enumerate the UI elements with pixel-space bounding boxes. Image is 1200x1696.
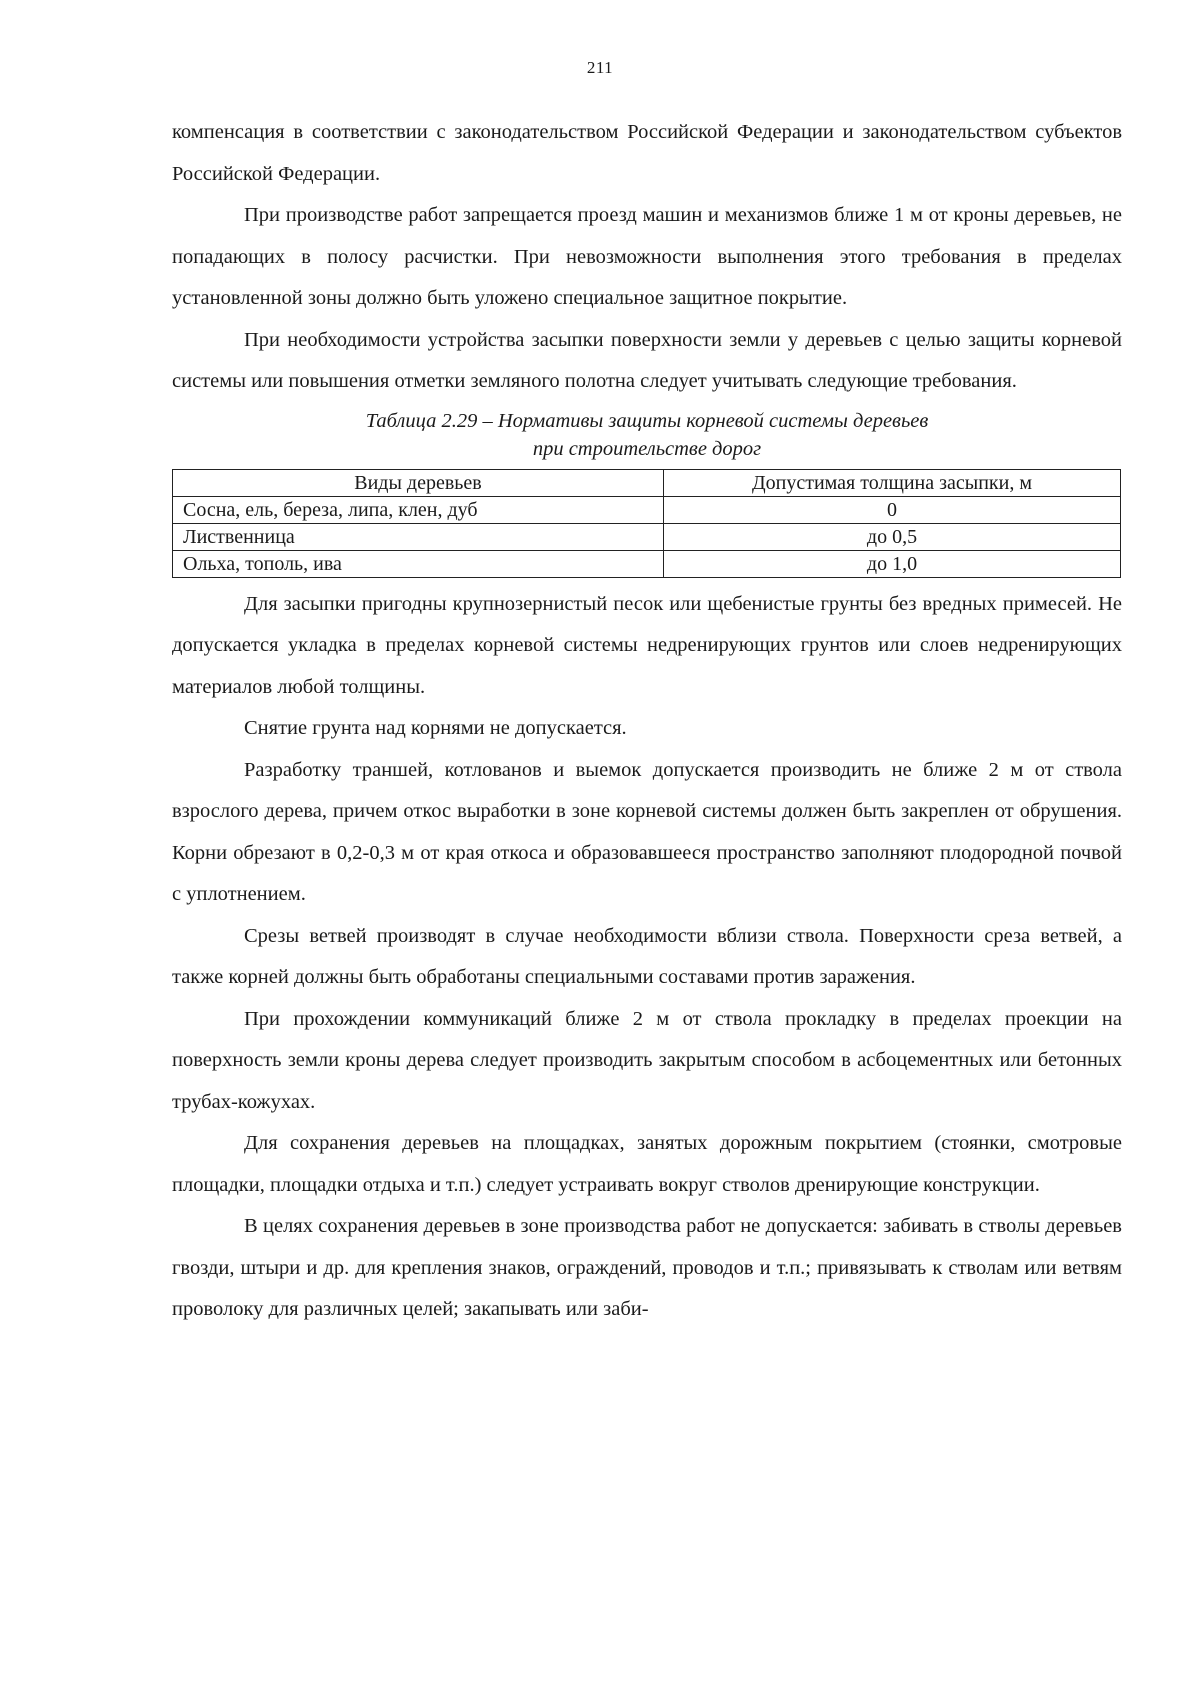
- paragraph: Разработку траншей, котлованов и выемок допускается производить не ближе 2 м от ствола взрослого дерева, причем откос выработки в зоне корневой системы должен быть закреплен от обрушения. Корни обрезают в 0,2-0,3 м от края откоса и образовавшееся пространство заполняют плодородной почвой с уплотнением.: [172, 758, 1122, 905]
- table-body: [173, 496, 1121, 577]
- table-caption-line-2: при строительстве дорог: [532, 437, 762, 460]
- table-row: [173, 523, 1121, 550]
- paragraph: При необходимости устройства засыпки поверхности земли у деревьев с целью защиты корневой системы или повышения отметки земляного полотна следует учитывать следующие требования.: [172, 328, 1122, 392]
- table-caption: [172, 407, 1122, 463]
- document-body: [172, 112, 1122, 1331]
- tree-type-cell: Лиственница: [173, 523, 664, 550]
- paragraph: Для засыпки пригодны крупнозернистый песок или щебенистые грунты без вредных примесей. Не допускается укладка в пределах корневой системы недренирующих грунтов или слоев недренирующих материалов любой толщины.: [172, 592, 1122, 698]
- paragraph: Снятие грунта над корнями не допускается.: [244, 717, 627, 739]
- paragraph: При прохождении коммуникаций ближе 2 м от ствола прокладку в пределах проекции на поверхность земли кроны дерева следует производить закрытым способом в асбоцементных или бетонных трубах-кожухах.: [172, 1007, 1122, 1113]
- table-header-tree-types: Виды деревьев: [173, 469, 664, 496]
- fill-thickness-cell: до 1,0: [664, 550, 1121, 577]
- table-row: [173, 550, 1121, 577]
- paragraph: При производстве работ запрещается проезд машин и механизмов ближе 1 м от кроны деревьев, не попадающих в полосу расчистки. При невозможности выполнения этого требования в пределах установленной зоны должно быть уложено специальное защитное покрытие.: [172, 204, 1122, 309]
- table-caption-line-1: Таблица 2.29 – Нормативы защиты корневой системы деревьев: [365, 409, 929, 432]
- paragraph: Для сохранения деревьев на площадках, занятых дорожным покрытием (стоянки, смотровые площадки, площадки отдыха и т.п.) следует устраивать вокруг стволов дренирующие конструкции.: [172, 1132, 1122, 1196]
- tree-type-cell: Сосна, ель, береза, липа, клен, дуб: [173, 496, 664, 523]
- table-row: [173, 496, 1121, 523]
- fill-thickness-cell: 0: [664, 496, 1121, 523]
- paragraph: компенсация в соответствии с законодательством Российской Федерации и законодательством субъектов Российской Федерации.: [172, 121, 1122, 185]
- paragraphs-before-table: [172, 112, 1122, 403]
- paragraph: В целях сохранения деревьев в зоне производства работ не допускается: забивать в стволы деревьев гвозди, штыри и др. для крепления знаков, ограждений, проводов и т.п.; привязывать к стволам или ветвям проволоку для различных целей; закапывать или заби-: [172, 1215, 1122, 1320]
- fill-thickness-cell: до 0,5: [664, 523, 1121, 550]
- norms-table: [172, 469, 1121, 578]
- paragraph: Срезы ветвей производят в случае необходимости вблизи ствола. Поверхности среза ветвей, а также корней должны быть обработаны специальными составами против заражения.: [172, 924, 1122, 988]
- paragraphs-after-table: [172, 584, 1122, 1331]
- tree-type-cell: Ольха, тополь, ива: [173, 550, 664, 577]
- table-header-fill-thickness: Допустимая толщина засыпки, м: [664, 469, 1121, 496]
- page-number: 211: [586, 58, 614, 77]
- table-header-row: [173, 469, 1121, 496]
